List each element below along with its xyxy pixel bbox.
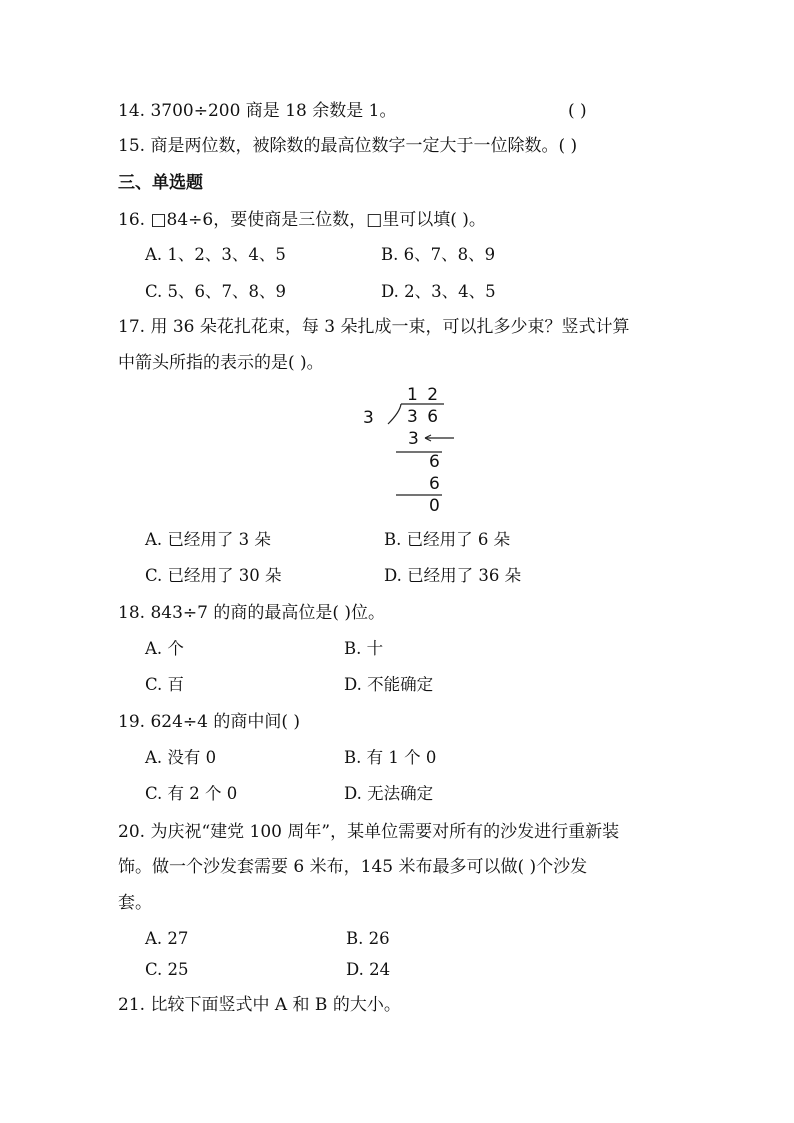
question-17-line1: 17. 用 36 朵花扎花束，每 3 朵扎成一束，可以扎多少束？竖式计算 [118, 317, 630, 337]
long-division-diagram [358, 384, 468, 516]
q19-option-c: C. 有 2 个 0 [145, 784, 238, 803]
division-step-1: 3 [408, 429, 419, 449]
question-19: 19. 624÷4 的商中间( ) [118, 712, 301, 732]
division-remainder: 0 [429, 496, 440, 516]
question-14: 14. 3700÷200 商是 18 余数是 1。 [118, 101, 397, 121]
q20-option-c: C. 25 [145, 960, 189, 979]
q17-option-d: D. 已经用了 36 朵 [384, 566, 522, 585]
q19-option-d: D. 无法确定 [344, 784, 434, 803]
division-step-2: 6 [429, 452, 440, 472]
q18-option-c: C. 百 [145, 675, 185, 694]
q18-option-d: D. 不能确定 [344, 675, 434, 694]
question-21: 21. 比较下面竖式中 A 和 B 的大小。 [118, 995, 401, 1015]
q18-option-a: A. 个 [145, 639, 184, 658]
division-divisor: 3 [363, 408, 374, 428]
section-title-single-choice: 三、单选题 [118, 173, 203, 193]
question-20-line3: 套。 [118, 893, 152, 913]
division-quotient: 1 2 [407, 385, 441, 405]
q18-option-b: B. 十 [344, 639, 384, 658]
q20-option-a: A. 27 [145, 929, 189, 948]
division-dividend: 3 6 [407, 407, 441, 427]
q17-option-b: B. 已经用了 6 朵 [384, 530, 511, 549]
q19-option-a: A. 没有 0 [145, 748, 217, 767]
question-18: 18. 843÷7 的商的最高位是( )位。 [118, 603, 386, 623]
question-16: 16. □84÷6，要使商是三位数，□里可以填( )。 [118, 210, 486, 230]
q20-option-b: B. 26 [346, 929, 390, 948]
question-15: 15. 商是两位数，被除数的最高位数字一定大于一位除数。( ) [118, 136, 578, 156]
division-step-3: 6 [429, 474, 440, 494]
question-17-line2: 中箭头所指的表示的是( )。 [118, 353, 324, 373]
answer-paren-14: ( ) [568, 101, 587, 121]
q19-option-b: B. 有 1 个 0 [344, 748, 437, 767]
q20-option-d: D. 24 [346, 960, 391, 979]
q16-option-b: B. 6、7、8、9 [381, 245, 496, 264]
q16-option-a: A. 1、2、3、4、5 [145, 245, 286, 264]
question-20-line2: 饰。做一个沙发套需要 6 米布，145 米布最多可以做( )个沙发 [118, 857, 588, 877]
q16-option-d: D. 2、3、4、5 [381, 282, 496, 301]
question-20-line1: 20. 为庆祝“建党 100 周年”，某单位需要对所有的沙发进行重新装 [118, 822, 620, 842]
q16-option-c: C. 5、6、7、8、9 [145, 282, 287, 301]
q17-option-a: A. 已经用了 3 朵 [145, 530, 271, 549]
q17-option-c: C. 已经用了 30 朵 [145, 566, 282, 585]
